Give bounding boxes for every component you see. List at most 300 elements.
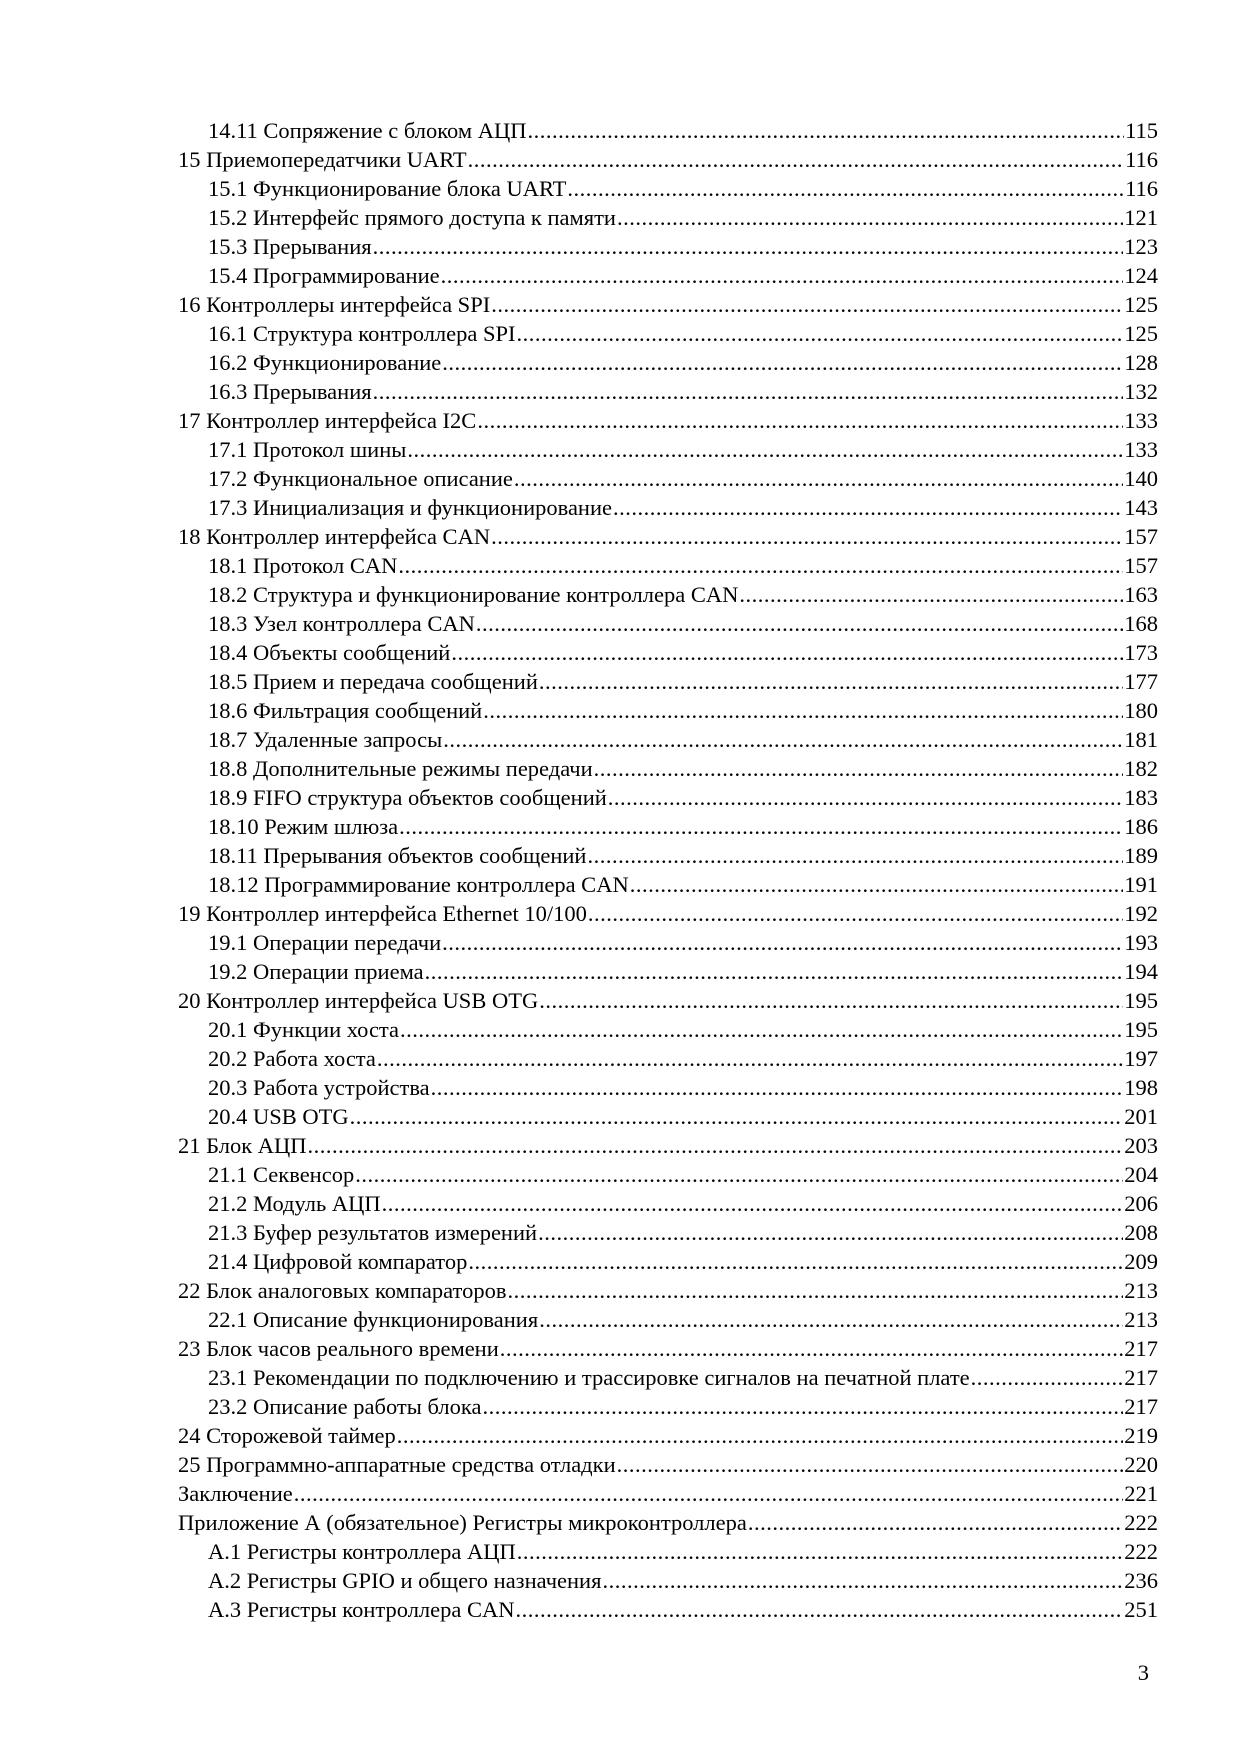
toc-dot-leader [373,377,1124,406]
toc-entry-page: 236 [1124,1568,1158,1593]
toc-dot-leader [588,899,1123,928]
toc-entry-title [178,1508,747,1537]
toc-entry[interactable] [178,1566,1158,1595]
toc-dot-leader [538,1218,1123,1247]
toc-entry-title [208,174,566,203]
toc-dot-leader [483,696,1123,725]
toc-entry-number: 21.2 [208,1191,248,1216]
toc-entry-number: 17.2 [208,466,248,491]
toc-entry-number: 18 [178,524,201,549]
toc-dot-leader [539,1305,1123,1334]
toc-entry-number: 15.2 [208,205,248,230]
toc-dot-leader [382,1189,1124,1218]
toc-entry-title [178,290,490,319]
toc-entry-page: 208 [1124,1220,1158,1245]
toc-entry[interactable] [178,1044,1158,1073]
toc-entry-text: Структура контроллера SPI [253,321,516,346]
toc-entry-text: Интерфейс прямого доступа к памяти [253,205,616,230]
toc-entry-page: 251 [1124,1597,1158,1622]
toc-entry-number: 19 [178,901,201,926]
toc-entry-text: Контроллер интерфейса I2C [206,408,477,433]
toc-entry-title [178,1131,307,1160]
toc-entry-page: 177 [1124,669,1158,694]
page-number: 3 [1137,1660,1149,1685]
toc-entry-page: 116 [1125,147,1158,172]
toc-entry[interactable] [178,841,1158,870]
toc-entry[interactable] [178,174,1158,203]
toc-entry-text: Контроллер интерфейса CAN [206,524,491,549]
toc-entry-title [208,435,406,464]
toc-entry-page: 201 [1124,1104,1158,1129]
toc-dot-leader [294,1479,1124,1508]
toc-entry-number: 18.9 [208,785,248,810]
toc-dot-leader [971,1363,1124,1392]
toc-entry-text: Регистры контроллера CAN [246,1597,515,1622]
toc-dot-leader [517,319,1124,348]
toc-entry-page: 213 [1124,1278,1158,1303]
toc-entry-text: Программно-аппаратные средства отладки [206,1452,616,1477]
toc-entry[interactable] [178,1363,1158,1392]
toc-dot-leader [539,986,1123,1015]
toc-entry[interactable] [178,522,1158,551]
toc-entry-text: Операции приема [253,959,424,984]
toc-entry-page: 143 [1124,495,1158,520]
toc-dot-leader [517,1537,1123,1566]
toc-dot-leader [399,812,1123,841]
toc-entry-page: 189 [1124,843,1158,868]
toc-entry-title [178,406,476,435]
toc-entry-title [208,1218,537,1247]
toc-dot-leader [608,783,1123,812]
toc-entry[interactable] [178,464,1158,493]
toc-entry[interactable] [178,1595,1158,1624]
toc-entry-title [208,957,424,986]
toc-dot-leader [491,290,1123,319]
toc-entry-title [208,609,475,638]
toc-dot-leader [748,1508,1123,1537]
toc-entry-page: 206 [1124,1191,1158,1216]
toc-entry-title [178,145,467,174]
toc-entry-text: Работа хоста [253,1046,376,1071]
toc-dot-leader [377,1044,1123,1073]
toc-entry-page: 222 [1124,1510,1158,1535]
toc-entry-title [208,1102,349,1131]
toc-entry[interactable] [178,145,1158,174]
toc-entry-number: А.2 [208,1568,242,1593]
toc-entry-title [208,928,441,957]
toc-entry-title [208,812,398,841]
toc-entry[interactable] [178,1276,1158,1305]
toc-entry-title [208,783,607,812]
toc-entry[interactable] [178,319,1158,348]
toc-entry-page: 128 [1124,350,1158,375]
toc-entry-page: 123 [1124,234,1158,259]
toc-entry-title [178,986,538,1015]
toc-entry-page: 197 [1124,1046,1158,1071]
toc-entry-page: 217 [1124,1365,1158,1390]
toc-entry-title [208,1015,399,1044]
toc-dot-leader [514,464,1123,493]
toc-entry-title [208,261,440,290]
toc-entry-text: (обязательное) Регистры микроконтроллера [326,1510,747,1535]
toc-entry-number: 17.1 [208,437,248,462]
toc-entry-page: 198 [1124,1075,1158,1100]
toc-entry-title [178,1450,616,1479]
toc-entry-title [208,551,397,580]
toc-entry-number: 20 [178,988,201,1013]
toc-entry-page: 116 [1125,176,1158,201]
toc-dot-leader [355,1160,1123,1189]
toc-entry-number: 20.4 [208,1104,248,1129]
toc-entry[interactable] [178,1305,1158,1334]
toc-entry-text: Буфер результатов измерений [253,1220,538,1245]
toc-entry-text: Прерывания объектов сообщений [263,843,587,868]
toc-entry-title [208,348,441,377]
toc-entry-text: Работа устройства [253,1075,430,1100]
toc-dot-leader [567,174,1124,203]
toc-entry-text: Регистры GPIO и общего назначения [246,1568,602,1593]
toc-entry-text: Режим шлюза [264,814,399,839]
toc-entry[interactable] [178,261,1158,290]
toc-entry-text: Функционирование блока UART [253,176,567,201]
toc-dot-leader [617,203,1123,232]
toc-entry-title [208,116,526,145]
toc-dot-leader [441,261,1124,290]
toc-entry[interactable] [178,1015,1158,1044]
toc-dot-leader [442,348,1123,377]
toc-entry-number: 21.1 [208,1162,248,1187]
toc-entry-title [208,1595,515,1624]
toc-entry-page: 220 [1124,1452,1158,1477]
toc-entry-number: 18.8 [208,756,248,781]
toc-entry-title [208,493,612,522]
toc-entry-page: 182 [1124,756,1158,781]
toc-entry-page: 204 [1124,1162,1158,1187]
toc-entry[interactable] [178,377,1158,406]
toc-entry-number: 16 [178,292,201,317]
toc-entry[interactable] [178,1537,1158,1566]
toc-entry[interactable] [178,899,1158,928]
toc-entry-text: Прерывания [253,234,372,259]
toc-entry-page: 157 [1124,553,1158,578]
toc-entry-page: 193 [1124,930,1158,955]
toc-entry-page: 217 [1124,1336,1158,1361]
toc-entry-number: 15.1 [208,176,248,201]
toc-entry-number: 16.2 [208,350,248,375]
toc-entry-number: 23.1 [208,1365,248,1390]
toc-entry-number: 16.3 [208,379,248,404]
toc-dot-leader [407,435,1123,464]
toc-entry-page: 221 [1124,1481,1158,1506]
toc-entry-title [208,696,482,725]
toc-entry-text: Сторожевой таймер [206,1423,396,1448]
toc-entry-text: Блок аналоговых компараторов [206,1278,507,1303]
toc-entry-page: 181 [1124,727,1158,752]
toc-entry[interactable] [178,986,1158,1015]
toc-entry-page: 195 [1124,988,1158,1013]
toc-entry[interactable] [178,1218,1158,1247]
toc-entry-text: Удаленные запросы [253,727,443,752]
toc-entry-title [178,1334,499,1363]
toc-entry-text: Блок АЦП [206,1133,307,1158]
toc-entry[interactable] [178,116,1158,145]
toc-entry-text: Регистры контроллера АЦП [246,1539,516,1564]
toc-entry-page: 222 [1124,1539,1158,1564]
toc-entry-page: 121 [1124,205,1158,230]
toc-entry-number: 16.1 [208,321,248,346]
toc-entry-title [208,1363,970,1392]
toc-entry-title [208,841,586,870]
toc-entry-text: Описание функционирования [253,1307,539,1332]
toc-dot-leader [527,116,1124,145]
toc-entry-text: Блок часов реального времени [206,1336,499,1361]
toc-dot-leader [739,580,1123,609]
toc-entry[interactable] [178,203,1158,232]
toc-entry-title [208,319,516,348]
toc-entry-title [208,580,738,609]
toc-entry-title [208,232,372,261]
toc-dot-leader [539,667,1123,696]
toc-entry-title [208,725,442,754]
toc-entry-number: 19.2 [208,959,248,984]
toc-entry-page: 219 [1124,1423,1158,1448]
toc-dot-leader [613,493,1123,522]
toc-entry-number: 18.12 [208,872,259,897]
toc-entry[interactable] [178,812,1158,841]
toc-entry-number: 15.4 [208,263,248,288]
toc-dot-leader [482,1392,1123,1421]
toc-entry-number: 20.1 [208,1017,248,1042]
toc-entry-page: 133 [1124,408,1158,433]
toc-entry[interactable] [178,1450,1158,1479]
toc-entry-number: 18.6 [208,698,248,723]
toc-dot-leader [397,1421,1123,1450]
toc-entry[interactable] [178,493,1158,522]
toc-entry-text: Цифровой компаратор [253,1249,468,1274]
toc-entry-number: 15 [178,147,201,172]
toc-entry-text: Узел контроллера CAN [253,611,475,636]
toc-entry[interactable] [178,1508,1158,1537]
toc-entry-text: Дополнительные режимы передачи [253,756,593,781]
toc-entry-number: 18.4 [208,640,248,665]
toc-entry[interactable] [178,348,1158,377]
toc-entry-text: Описание работы блока [253,1394,482,1419]
toc-entry-number: Приложение А [178,1510,321,1535]
toc-entry-page: 194 [1124,959,1158,984]
toc-entry-number: 18.3 [208,611,248,636]
toc-entry-title [208,1537,516,1566]
toc-entry-number: 21 [178,1133,201,1158]
toc-entry-text: Операции передачи [253,930,442,955]
toc-entry-page: 203 [1124,1133,1158,1158]
toc-entry[interactable] [178,1102,1158,1131]
toc-entry-page: 209 [1124,1249,1158,1274]
toc-entry-page: 191 [1124,872,1158,897]
toc-entry-title [208,377,372,406]
toc-entry-number: 17 [178,408,201,433]
toc-entry-title [178,1421,396,1450]
toc-entry-text: Программирование контроллера CAN [264,872,629,897]
toc-dot-leader [398,551,1123,580]
toc-entry[interactable] [178,580,1158,609]
toc-entry-number: 22 [178,1278,201,1303]
toc-entry-page: 180 [1124,698,1158,723]
toc-entry[interactable] [178,1334,1158,1363]
toc-entry-number: 18.11 [208,843,258,868]
toc-entry-title [208,1247,467,1276]
toc-entry-text: Протокол CAN [253,553,398,578]
toc-entry[interactable] [178,1392,1158,1421]
toc-entry[interactable] [178,725,1158,754]
toc-entry[interactable] [178,1073,1158,1102]
toc-entry-text: Программирование [253,263,440,288]
toc-entry[interactable] [178,696,1158,725]
toc-entry-title [178,899,587,928]
toc-entry-page: 186 [1124,814,1158,839]
toc-entry-number: 18.10 [208,814,259,839]
toc-entry-page: 173 [1124,640,1158,665]
toc-entry-text: Прием и передача сообщений [253,669,538,694]
toc-dot-leader [617,1450,1124,1479]
toc-entry-title [208,464,513,493]
toc-entry-number: 21.4 [208,1249,248,1274]
toc-entry[interactable] [178,406,1158,435]
toc-dot-leader [500,1334,1123,1363]
toc-entry-title [208,1392,481,1421]
toc-entry[interactable] [178,1479,1158,1508]
toc-entry-text: FIFO структура объектов сообщений [253,785,607,810]
toc-entry-text: Функции хоста [253,1017,400,1042]
toc-entry-number: 17.3 [208,495,248,520]
toc-entry-title [208,1073,430,1102]
toc-entry-number: 19.1 [208,930,248,955]
toc-entry-title [178,1276,506,1305]
toc-entry-number: 23 [178,1336,201,1361]
toc-entry-number: 22.1 [208,1307,248,1332]
toc-entry-page: 124 [1124,263,1158,288]
toc-entry[interactable] [178,1247,1158,1276]
toc-entry[interactable] [178,290,1158,319]
toc-entry[interactable] [178,667,1158,696]
toc-entry-number: 18.2 [208,582,248,607]
toc-entry-page: 157 [1124,524,1158,549]
toc-entry-title [208,667,538,696]
toc-entry-page: 115 [1125,118,1158,143]
toc-entry-page: 195 [1124,1017,1158,1042]
toc-entry-title [208,1044,376,1073]
toc-entry-number: А.3 [208,1597,242,1622]
toc-dot-leader [442,928,1123,957]
table-of-contents [178,116,1158,1624]
toc-entry-title [208,638,450,667]
toc-entry-number: 18.5 [208,669,248,694]
toc-entry-text: Контроллер интерфейса USB OTG [206,988,539,1013]
toc-entry-title [208,1160,354,1189]
toc-entry-page: 125 [1124,321,1158,346]
toc-entry-title [178,522,490,551]
toc-entry-text: Функционирование [253,350,442,375]
toc-dot-leader [587,841,1123,870]
toc-dot-leader [451,638,1123,667]
toc-entry[interactable] [178,928,1158,957]
toc-entry-title [208,870,629,899]
toc-entry-page: 217 [1124,1394,1158,1419]
toc-entry-number: 18.7 [208,727,248,752]
toc-entry[interactable] [178,609,1158,638]
toc-entry-number: 20.2 [208,1046,248,1071]
toc-entry[interactable] [178,435,1158,464]
toc-entry-page: 163 [1124,582,1158,607]
toc-entry[interactable] [178,783,1158,812]
toc-entry-text: Структура и функционирование контроллера CAN [253,582,739,607]
toc-entry-title [208,203,616,232]
toc-entry[interactable] [178,754,1158,783]
toc-dot-leader [468,1247,1123,1276]
toc-entry[interactable] [178,1421,1158,1450]
toc-entry-text: Объекты сообщений [253,640,451,665]
toc-entry[interactable] [178,957,1158,986]
toc-entry-text: Рекомендации по подключению и трассировке сигналов на печатной плате [253,1365,970,1390]
toc-entry-title [208,1305,538,1334]
toc-entry-title [208,754,593,783]
toc-entry[interactable] [178,1189,1158,1218]
toc-entry[interactable] [178,232,1158,261]
toc-dot-leader [507,1276,1123,1305]
toc-entry-text: Модуль АЦП [253,1191,381,1216]
toc-entry-page: 168 [1124,611,1158,636]
toc-entry[interactable] [178,551,1158,580]
toc-entry[interactable] [178,870,1158,899]
toc-entry-title [208,1566,601,1595]
toc-dot-leader [425,957,1124,986]
toc-entry-number: 15.3 [208,234,248,259]
toc-entry-text: Протокол шины [253,437,407,462]
toc-dot-leader [594,754,1124,783]
toc-entry-number: 23.2 [208,1394,248,1419]
toc-entry-page: 132 [1124,379,1158,404]
toc-entry-number: 25 [178,1452,201,1477]
toc-entry[interactable] [178,1160,1158,1189]
toc-dot-leader [476,609,1123,638]
toc-entry-number: 20.3 [208,1075,248,1100]
toc-entry-text: Контроллер интерфейса Ethernet 10/100 [206,901,587,926]
toc-entry-number: 24 [178,1423,201,1448]
toc-entry-page: 140 [1124,466,1158,491]
toc-entry-text: Сопряжение с блоком АЦП [263,118,527,143]
toc-entry-text: Прерывания [253,379,372,404]
toc-entry-page: 133 [1124,437,1158,462]
toc-dot-leader [431,1073,1124,1102]
toc-entry[interactable] [178,1131,1158,1160]
toc-entry-page: 192 [1124,901,1158,926]
toc-entry-text: Функциональное описание [253,466,513,491]
toc-dot-leader [630,870,1124,899]
toc-dot-leader [350,1102,1124,1131]
toc-dot-leader [516,1595,1124,1624]
toc-dot-leader [468,145,1124,174]
toc-entry-number: 14.11 [208,118,258,143]
toc-entry-title [178,1479,293,1508]
toc-dot-leader [308,1131,1124,1160]
toc-dot-leader [373,232,1124,261]
toc-entry-page: 125 [1124,292,1158,317]
toc-entry-text: Контроллеры интерфейса SPI [206,292,491,317]
toc-entry-text: Приемопередатчики UART [206,147,467,172]
toc-entry[interactable] [178,638,1158,667]
toc-dot-leader [477,406,1123,435]
toc-dot-leader [400,1015,1123,1044]
toc-entry-number: А.1 [208,1539,242,1564]
